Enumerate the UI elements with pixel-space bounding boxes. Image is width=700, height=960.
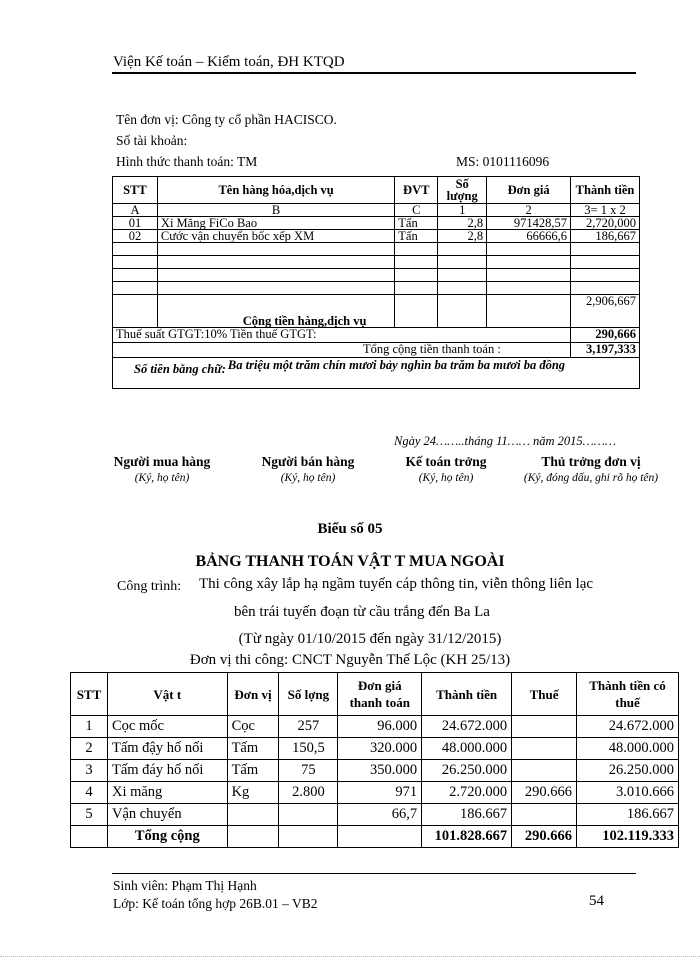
row-name: Vận chuyển bbox=[107, 804, 227, 826]
invoice-header-row bbox=[113, 177, 640, 204]
row-tax bbox=[512, 716, 577, 738]
signature-note: (Ký, đóng dấu, ghi rõ họ tên) bbox=[523, 472, 659, 484]
row-qty: 150,5 bbox=[279, 738, 338, 760]
invoice-subtotal-row bbox=[113, 295, 640, 328]
row-total: 48.000.000 bbox=[577, 738, 679, 760]
row-amount: 26.250.000 bbox=[422, 760, 512, 782]
index-cell: 2 bbox=[487, 204, 571, 217]
signature-accountant bbox=[376, 454, 516, 485]
row-unit: Tấm bbox=[227, 760, 279, 782]
table-row bbox=[71, 760, 679, 782]
row-tax bbox=[512, 738, 577, 760]
index-cell: 1 bbox=[438, 204, 487, 217]
footer-class: Lớp: Kế toán tổng hợp 26B.01 – VB2 bbox=[113, 896, 318, 911]
table-row bbox=[71, 804, 679, 826]
col-item-name: Tên hàng hóa,dịch vụ bbox=[157, 177, 394, 204]
row-total: 3.010.666 bbox=[577, 782, 679, 804]
index-cell: B bbox=[157, 204, 394, 217]
row-amount: 2,720,000 bbox=[571, 217, 640, 230]
row-name: Cước vận chuyển bốc xếp XM bbox=[157, 230, 394, 243]
row-price: 320.000 bbox=[338, 738, 422, 760]
invoice-empty-row bbox=[113, 256, 640, 269]
invoice-index-row bbox=[113, 204, 640, 217]
row-name: Xi Măng FiCo Bao bbox=[157, 217, 394, 230]
row-price: 66666,6 bbox=[487, 230, 571, 243]
total-value: 3,197,333 bbox=[571, 343, 640, 358]
row-unit: Tấn bbox=[395, 230, 438, 243]
form-number: Biểu số 05 bbox=[317, 521, 383, 537]
words-value: Ba triệu một trăm chín mươi bảy nghìn ba trăm ba mươi ba đồng bbox=[227, 358, 566, 372]
row-unit: Kg bbox=[227, 782, 279, 804]
row-stt: 3 bbox=[71, 760, 108, 782]
row-name: Tấm đáy hố nối bbox=[107, 760, 227, 782]
col-tax: Thuế bbox=[512, 673, 577, 716]
index-cell: 3= 1 x 2 bbox=[571, 204, 640, 217]
col-material: Vật t bbox=[107, 673, 227, 716]
signature-date: Ngày 24……..tháng 11…… năm 2015……… bbox=[394, 434, 617, 448]
col-amount: Thành tiền bbox=[422, 673, 512, 716]
project-label: Công trình: bbox=[117, 579, 182, 594]
project-line1: Thi công xây lắp hạ ngầm tuyến cáp thông tin, viễn thông liên lạc bbox=[199, 576, 594, 592]
vat-value: 290,666 bbox=[571, 328, 640, 343]
signature-title: Thủ trởng đơn vị bbox=[541, 454, 641, 469]
row-tax bbox=[512, 804, 577, 826]
signature-title: Người mua hàng bbox=[113, 454, 211, 469]
row-price: 971 bbox=[338, 782, 422, 804]
unit-name: Tên đơn vị: Công ty cổ phần HACISCO. bbox=[116, 112, 337, 127]
tax-code: MS: 0101116096 bbox=[456, 154, 550, 169]
row-stt: 1 bbox=[71, 716, 108, 738]
row-name: Cọc mốc bbox=[107, 716, 227, 738]
materials-table bbox=[70, 672, 679, 848]
signature-note: (Ký, họ tên) bbox=[134, 472, 190, 484]
row-amount: 48.000.000 bbox=[422, 738, 512, 760]
total-with-tax: 102.119.333 bbox=[577, 826, 679, 848]
index-cell: C bbox=[395, 204, 438, 217]
project-line2: bên trái tuyến đoạn từ cầu trắng đến Ba La bbox=[234, 604, 490, 620]
row-stt: 5 bbox=[71, 804, 108, 826]
row-amount: 2.720.000 bbox=[422, 782, 512, 804]
table-row bbox=[71, 782, 679, 804]
signature-buyer bbox=[92, 454, 232, 485]
row-qty: 75 bbox=[279, 760, 338, 782]
row-amount: 186.667 bbox=[422, 804, 512, 826]
signature-note: (Ký, họ tên) bbox=[418, 472, 474, 484]
row-unit: Cọc bbox=[227, 716, 279, 738]
col-amount: Thành tiền bbox=[571, 177, 640, 204]
row-qty: 2.800 bbox=[279, 782, 338, 804]
vat-label: Thuế suất GTGT:10% Tiền thuế GTGT: bbox=[113, 328, 571, 343]
row-tax: 290.666 bbox=[512, 782, 577, 804]
row-stt: 01 bbox=[113, 217, 158, 230]
row-total: 26.250.000 bbox=[577, 760, 679, 782]
col-stt: STT bbox=[113, 177, 158, 204]
row-qty: 257 bbox=[279, 716, 338, 738]
subtotal-label: Cộng tiền hàng,dịch vụ bbox=[157, 295, 394, 328]
row-amount: 24.672.000 bbox=[422, 716, 512, 738]
payment-method: Hình thức thanh toán: TM bbox=[116, 154, 258, 169]
form-title: BẢNG THANH TOÁN VẬT T MUA NGOÀI bbox=[195, 553, 505, 570]
row-tax bbox=[512, 760, 577, 782]
row-price: 96.000 bbox=[338, 716, 422, 738]
col-price: Đơn giá thanh toán bbox=[338, 673, 422, 716]
page-edge bbox=[0, 956, 700, 957]
total-label: Tổng cộng bbox=[107, 826, 227, 848]
row-stt: 2 bbox=[71, 738, 108, 760]
row-qty bbox=[279, 804, 338, 826]
footer-student: Sinh viên: Phạm Thị Hạnh bbox=[113, 878, 257, 893]
words-label: Số tiền bằng chữ: bbox=[134, 362, 226, 376]
col-unit: Đơn vị bbox=[227, 673, 279, 716]
col-unit: ĐVT bbox=[395, 177, 438, 204]
executing-unit: Đơn vị thi công: CNCT Nguyễn Thế Lộc (KH 25/13) bbox=[189, 652, 511, 668]
row-stt: 02 bbox=[113, 230, 158, 243]
row-name: Xi măng bbox=[107, 782, 227, 804]
page-number: 54 bbox=[589, 893, 604, 909]
col-total-with-tax: Thành tiền có thuế bbox=[577, 673, 679, 716]
invoice-empty-row bbox=[113, 269, 640, 282]
row-unit: Tấn bbox=[395, 217, 438, 230]
invoice-total-row bbox=[113, 343, 640, 358]
total-tax: 290.666 bbox=[512, 826, 577, 848]
row-qty: 2,8 bbox=[438, 230, 487, 243]
row-total: 186.667 bbox=[577, 804, 679, 826]
table-row bbox=[71, 716, 679, 738]
invoice-vat-row bbox=[113, 328, 640, 343]
invoice-table bbox=[112, 176, 640, 389]
signature-note: (Ký, họ tên) bbox=[280, 472, 336, 484]
row-amount: 186,667 bbox=[571, 230, 640, 243]
total-label: Tổng cộng tiền thanh toán : bbox=[113, 343, 571, 358]
col-qty: Số lợng bbox=[279, 673, 338, 716]
header-rule bbox=[112, 72, 636, 74]
row-price: 971428,57 bbox=[487, 217, 571, 230]
signature-title: Người bán hàng bbox=[261, 454, 355, 469]
invoice-words-row bbox=[113, 358, 640, 389]
row-price: 350.000 bbox=[338, 760, 422, 782]
col-stt: STT bbox=[71, 673, 108, 716]
page-header-title: Viện Kế toán – Kiểm toán, ĐH KTQD bbox=[113, 54, 345, 70]
subtotal-value: 2,906,667 bbox=[571, 295, 640, 328]
materials-total-row bbox=[71, 826, 679, 848]
invoice-row bbox=[113, 217, 640, 230]
invoice-row bbox=[113, 230, 640, 243]
table-row bbox=[71, 738, 679, 760]
total-amount: 101.828.667 bbox=[422, 826, 512, 848]
signature-seller bbox=[238, 454, 378, 485]
col-qty: Số lượng bbox=[438, 177, 487, 204]
form-period: (Từ ngày 01/10/2015 đến ngày 31/12/2015) bbox=[238, 631, 502, 647]
row-qty: 2,8 bbox=[438, 217, 487, 230]
account-no: Số tài khoản: bbox=[116, 133, 188, 148]
footer-rule bbox=[112, 873, 636, 874]
row-name: Tấm đậy hố nối bbox=[107, 738, 227, 760]
row-total: 24.672.000 bbox=[577, 716, 679, 738]
row-unit: Tấm bbox=[227, 738, 279, 760]
invoice-empty-row bbox=[113, 282, 640, 295]
signature-title: Kế toán trởng bbox=[405, 454, 487, 469]
signature-director bbox=[516, 454, 666, 485]
row-stt: 4 bbox=[71, 782, 108, 804]
row-price: 66,7 bbox=[338, 804, 422, 826]
index-cell: A bbox=[113, 204, 158, 217]
materials-header-row bbox=[71, 673, 679, 716]
col-price: Đơn giá bbox=[487, 177, 571, 204]
invoice-empty-row bbox=[113, 243, 640, 256]
row-unit bbox=[227, 804, 279, 826]
